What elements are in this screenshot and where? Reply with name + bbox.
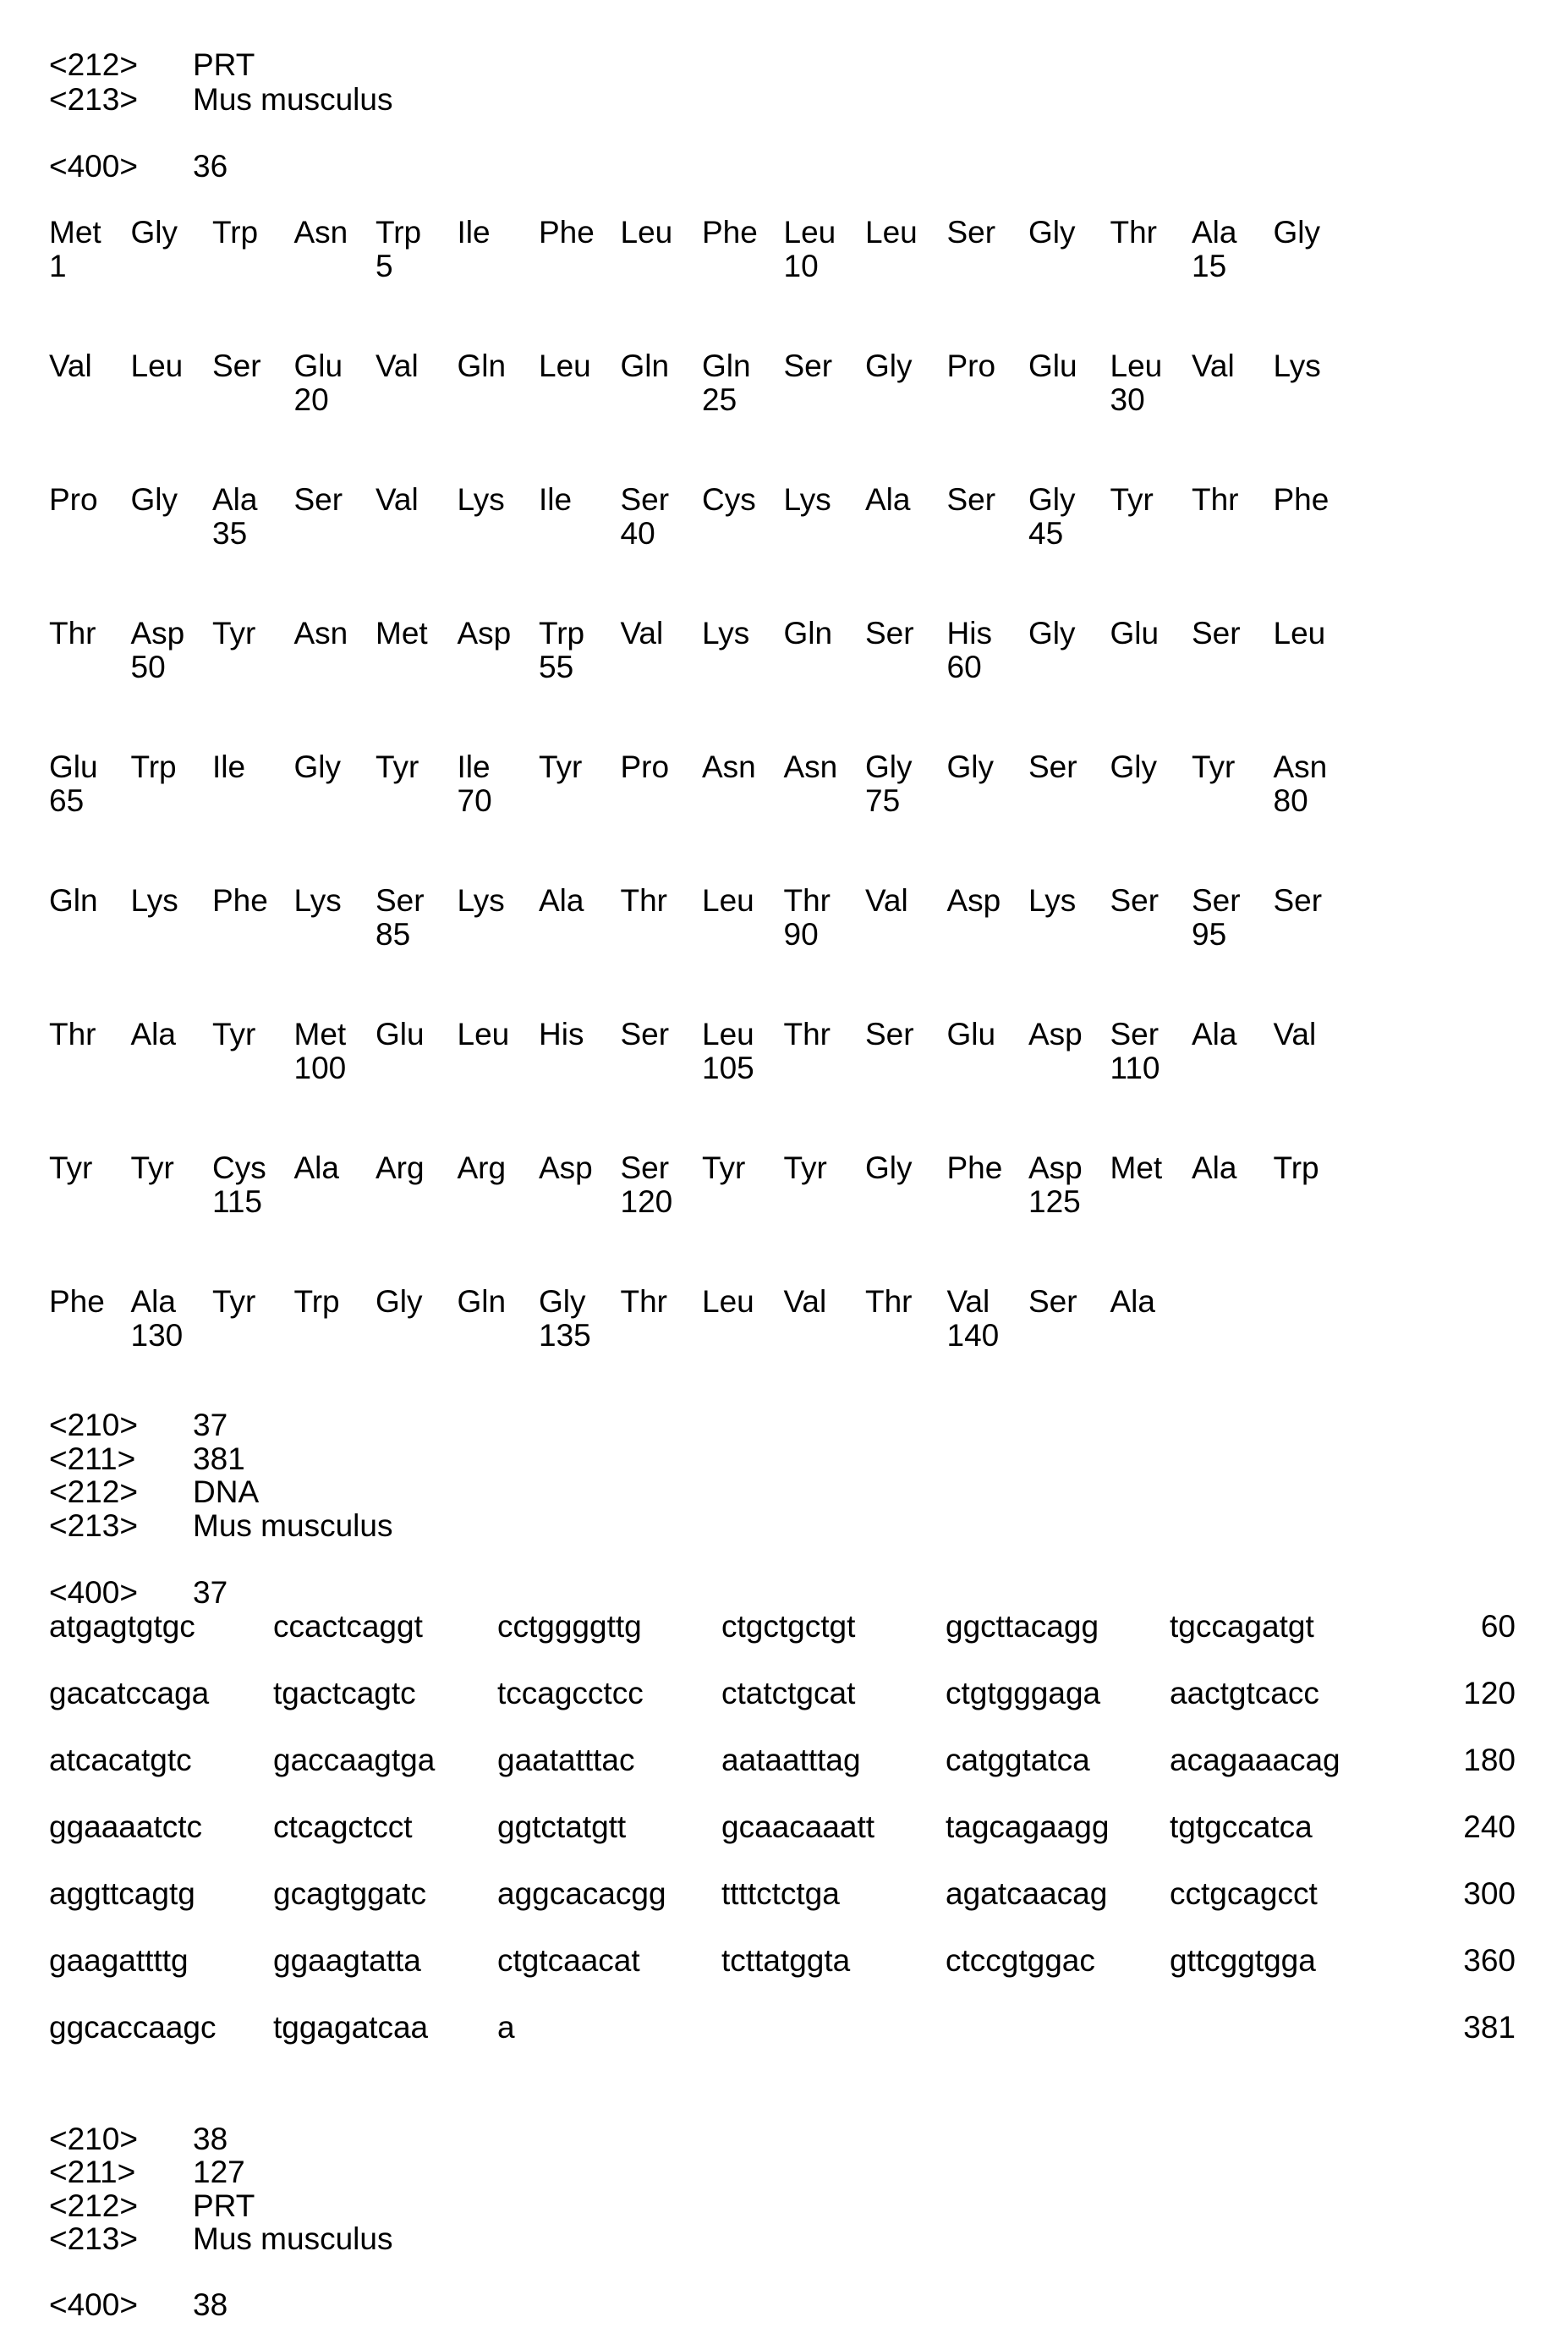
residue: Lys xyxy=(1028,885,1076,916)
residue-number: 50 xyxy=(131,651,166,683)
residue-number: 125 xyxy=(1028,1186,1081,1217)
residue: Ser xyxy=(376,885,425,916)
dna-group: tcttatggta xyxy=(721,1945,850,1976)
residue: Ser xyxy=(621,484,670,515)
residue: Gln xyxy=(49,885,98,916)
residue-number: 135 xyxy=(539,1320,591,1351)
dna-group: ggtctatgtt xyxy=(497,1811,626,1842)
field-value: 381 xyxy=(193,1443,245,1474)
field-value: DNA xyxy=(193,1476,259,1507)
residue: Tyr xyxy=(1110,484,1154,515)
residue: His xyxy=(539,1018,584,1050)
residue: Trp xyxy=(294,1286,340,1317)
residue-number: 95 xyxy=(1192,919,1226,950)
residue: Ser xyxy=(621,1152,670,1183)
dna-group: a xyxy=(497,2012,515,2043)
residue: Ala xyxy=(131,1018,176,1050)
residue: Ala xyxy=(294,1152,339,1183)
dna-group: ctgtgggaga xyxy=(946,1677,1100,1709)
dna-group: cctgcagcct xyxy=(1170,1878,1318,1909)
residue: Leu xyxy=(865,217,918,248)
residue: Leu xyxy=(1274,618,1326,649)
field-tag: <400> xyxy=(49,1577,138,1608)
residue: Tyr xyxy=(784,1152,827,1183)
residue: Ser xyxy=(947,484,996,515)
dna-group: atgagtgtgc xyxy=(49,1611,195,1642)
field-tag: <210> xyxy=(49,2123,138,2155)
dna-group: ctcagctcct xyxy=(273,1811,413,1842)
dna-group: tagcagaagg xyxy=(946,1811,1109,1842)
residue: Thr xyxy=(865,1286,913,1317)
dna-group: ctccgtggac xyxy=(946,1945,1095,1976)
residue: Ser xyxy=(621,1018,670,1050)
residue: Tyr xyxy=(702,1152,745,1183)
residue: Thr xyxy=(49,1018,96,1050)
residue: Leu xyxy=(539,350,591,382)
field-value: Mus musculus xyxy=(193,1510,392,1541)
residue: Arg xyxy=(376,1152,425,1183)
residue-number: 1 xyxy=(49,250,67,282)
dna-group: aactgtcacc xyxy=(1170,1677,1319,1709)
residue-number: 20 xyxy=(294,384,329,415)
residue: Tyr xyxy=(539,751,582,782)
residue: Phe xyxy=(702,217,758,248)
residue: Asp xyxy=(539,1152,593,1183)
residue: Pro xyxy=(621,751,670,782)
residue: Glu xyxy=(49,751,98,782)
dna-group: tgactcagtc xyxy=(273,1677,416,1709)
residue: Asn xyxy=(294,618,348,649)
field-value: 36 xyxy=(193,151,228,182)
dna-group: tgtgccatca xyxy=(1170,1811,1313,1842)
residue: Gly xyxy=(131,484,178,515)
residue: Gly xyxy=(1028,217,1076,248)
residue: Tyr xyxy=(49,1152,92,1183)
residue: Lys xyxy=(458,484,505,515)
dna-group: atcacatgtc xyxy=(49,1744,192,1776)
residue: Glu xyxy=(376,1018,425,1050)
residue: Ser xyxy=(1028,1286,1077,1317)
residue: His xyxy=(947,618,992,649)
residue: Arg xyxy=(458,1152,507,1183)
residue: Leu xyxy=(621,217,673,248)
residue-number: 70 xyxy=(458,785,492,816)
residue: Ala xyxy=(865,484,910,515)
residue: Gly xyxy=(865,751,913,782)
residue: Gly xyxy=(1110,751,1158,782)
residue-number: 45 xyxy=(1028,518,1063,549)
residue: Phe xyxy=(947,1152,1003,1183)
dna-group: agatcaacag xyxy=(946,1878,1107,1909)
residue: Ala xyxy=(212,484,257,515)
field-value: PRT xyxy=(193,2190,255,2221)
field-tag: <211> xyxy=(49,2156,135,2188)
residue: Val xyxy=(376,484,419,515)
field-tag: <400> xyxy=(49,2289,138,2320)
residue: Asn xyxy=(294,217,348,248)
residue: Thr xyxy=(621,1286,668,1317)
residue: Gly xyxy=(865,1152,913,1183)
residue: Ile xyxy=(458,217,491,248)
residue: Ala xyxy=(1192,217,1236,248)
residue: Gln xyxy=(458,350,507,382)
dna-group: tccagcctcc xyxy=(497,1677,644,1709)
dna-group: ggcttacagg xyxy=(946,1611,1099,1642)
residue: Met xyxy=(1110,1152,1163,1183)
residue: Thr xyxy=(1110,217,1158,248)
dna-group: gacatccaga xyxy=(49,1677,209,1709)
residue: Thr xyxy=(784,1018,831,1050)
residue: Trp xyxy=(212,217,258,248)
residue: Ser xyxy=(784,350,833,382)
residue: Ser xyxy=(294,484,343,515)
residue: Trp xyxy=(376,217,421,248)
residue: Lys xyxy=(131,885,178,916)
field-value: 37 xyxy=(193,1577,228,1608)
residue-number: 85 xyxy=(376,919,410,950)
position-number: 240 xyxy=(1414,1811,1516,1842)
dna-group: ggaaaatctc xyxy=(49,1811,202,1842)
position-number: 300 xyxy=(1414,1878,1516,1909)
residue-number: 5 xyxy=(376,250,393,282)
residue: Asn xyxy=(702,751,756,782)
residue: Ala xyxy=(131,1286,176,1317)
dna-group: ctgctgctgt xyxy=(721,1611,855,1642)
residue-number: 15 xyxy=(1192,250,1226,282)
residue-number: 60 xyxy=(947,651,982,683)
residue-number: 30 xyxy=(1110,384,1145,415)
dna-group: ttttctctga xyxy=(721,1878,840,1909)
residue: Ser xyxy=(1028,751,1077,782)
residue: Trp xyxy=(539,618,584,649)
residue: Thr xyxy=(49,618,96,649)
residue: Ile xyxy=(212,751,245,782)
residue: Trp xyxy=(1274,1152,1319,1183)
residue: Asp xyxy=(1028,1018,1083,1050)
residue: Lys xyxy=(702,618,749,649)
residue: Leu xyxy=(1110,350,1163,382)
residue: Tyr xyxy=(212,618,255,649)
residue: Ile xyxy=(458,751,491,782)
residue: Gln xyxy=(702,350,751,382)
residue: Tyr xyxy=(212,1018,255,1050)
residue: Val xyxy=(376,350,419,382)
residue-number: 55 xyxy=(539,651,573,683)
residue: Cys xyxy=(702,484,756,515)
residue: Lys xyxy=(784,484,831,515)
residue: Tyr xyxy=(376,751,419,782)
position-number: 180 xyxy=(1414,1744,1516,1776)
residue: Gly xyxy=(1028,618,1076,649)
residue-number: 140 xyxy=(947,1320,1000,1351)
residue: Lys xyxy=(458,885,505,916)
residue: Leu xyxy=(458,1018,510,1050)
residue: Gln xyxy=(458,1286,507,1317)
residue: Lys xyxy=(1274,350,1321,382)
residue: Val xyxy=(1274,1018,1317,1050)
field-tag: <210> xyxy=(49,1409,138,1441)
field-value: 38 xyxy=(193,2289,228,2320)
dna-group: acagaaacag xyxy=(1170,1744,1340,1776)
residue: Ala xyxy=(1192,1018,1236,1050)
residue: Ser xyxy=(865,1018,914,1050)
field-value: 127 xyxy=(193,2156,245,2188)
dna-group: ctgtcaacat xyxy=(497,1945,640,1976)
residue-number: 75 xyxy=(865,785,900,816)
field-tag: <212> xyxy=(49,2190,138,2221)
residue: Ala xyxy=(1192,1152,1236,1183)
residue-number: 130 xyxy=(131,1320,184,1351)
residue-number: 25 xyxy=(702,384,737,415)
residue: Asn xyxy=(784,751,838,782)
residue: Met xyxy=(376,618,428,649)
residue: Cys xyxy=(212,1152,266,1183)
residue: Met xyxy=(49,217,101,248)
residue: Asp xyxy=(131,618,185,649)
residue: Tyr xyxy=(1192,751,1235,782)
residue: Asp xyxy=(458,618,512,649)
field-tag: <211> xyxy=(49,1443,135,1474)
residue-number: 10 xyxy=(784,250,819,282)
dna-group: catggtatca xyxy=(946,1744,1090,1776)
residue-number: 65 xyxy=(49,785,84,816)
residue: Thr xyxy=(784,885,831,916)
residue: Gly xyxy=(294,751,342,782)
position-number: 60 xyxy=(1414,1611,1516,1642)
residue-number: 35 xyxy=(212,518,247,549)
residue: Phe xyxy=(49,1286,105,1317)
residue: Ser xyxy=(1110,885,1160,916)
residue: Val xyxy=(784,1286,827,1317)
residue: Gly xyxy=(1274,217,1321,248)
residue: Tyr xyxy=(212,1286,255,1317)
field-tag: <213> xyxy=(49,84,138,115)
field-tag: <400> xyxy=(49,151,138,182)
residue: Ser xyxy=(1110,1018,1160,1050)
residue: Glu xyxy=(1110,618,1160,649)
residue: Asn xyxy=(1274,751,1328,782)
position-number: 381 xyxy=(1414,2012,1516,2043)
residue: Ser xyxy=(947,217,996,248)
residue: Val xyxy=(621,618,664,649)
residue: Lys xyxy=(294,885,342,916)
residue: Ala xyxy=(1110,1286,1155,1317)
dna-group: tggagatcaa xyxy=(273,2012,428,2043)
field-value: 38 xyxy=(193,2123,228,2155)
field-tag: <212> xyxy=(49,49,138,80)
residue: Ser xyxy=(1192,618,1241,649)
residue: Asp xyxy=(947,885,1001,916)
dna-group: ccactcaggt xyxy=(273,1611,423,1642)
residue: Gln xyxy=(784,618,833,649)
dna-group: gcaacaaatt xyxy=(721,1811,874,1842)
residue: Val xyxy=(865,885,908,916)
residue: Ser xyxy=(1192,885,1241,916)
dna-group: gttcggtgga xyxy=(1170,1945,1316,1976)
field-value: PRT xyxy=(193,49,255,80)
residue-number: 110 xyxy=(1110,1052,1160,1084)
residue: Glu xyxy=(1028,350,1077,382)
residue-number: 115 xyxy=(212,1186,262,1217)
residue: Pro xyxy=(49,484,98,515)
residue: Glu xyxy=(947,1018,996,1050)
residue: Leu xyxy=(784,217,836,248)
residue: Trp xyxy=(131,751,177,782)
residue: Leu xyxy=(702,1286,754,1317)
position-number: 120 xyxy=(1414,1677,1516,1709)
residue: Val xyxy=(49,350,92,382)
residue: Ser xyxy=(865,618,914,649)
field-value: Mus musculus xyxy=(193,2223,392,2254)
field-value: Mus musculus xyxy=(193,84,392,115)
residue-number: 105 xyxy=(702,1052,754,1084)
position-number: 360 xyxy=(1414,1945,1516,1976)
dna-group: tgccagatgt xyxy=(1170,1611,1314,1642)
residue: Gly xyxy=(131,217,178,248)
residue: Ser xyxy=(212,350,261,382)
dna-group: ctatctgcat xyxy=(721,1677,855,1709)
residue: Val xyxy=(947,1286,990,1317)
residue: Gln xyxy=(621,350,670,382)
residue: Met xyxy=(294,1018,347,1050)
residue: Pro xyxy=(947,350,996,382)
residue: Ala xyxy=(539,885,584,916)
residue: Glu xyxy=(294,350,343,382)
residue: Val xyxy=(1192,350,1235,382)
residue: Phe xyxy=(1274,484,1330,515)
residue: Asp xyxy=(1028,1152,1083,1183)
residue-number: 100 xyxy=(294,1052,347,1084)
residue: Phe xyxy=(539,217,595,248)
residue: Ser xyxy=(1274,885,1323,916)
residue: Gly xyxy=(376,1286,423,1317)
residue: Leu xyxy=(131,350,184,382)
residue: Gly xyxy=(865,350,913,382)
dna-group: gaagattttg xyxy=(49,1945,189,1976)
residue-number: 90 xyxy=(784,919,819,950)
dna-group: gcagtggatc xyxy=(273,1878,426,1909)
residue: Tyr xyxy=(131,1152,174,1183)
dna-group: cctggggttg xyxy=(497,1611,642,1642)
residue: Gly xyxy=(539,1286,586,1317)
dna-group: aggcacacgg xyxy=(497,1878,666,1909)
residue: Thr xyxy=(621,885,668,916)
field-tag: <213> xyxy=(49,1510,138,1541)
residue: Gly xyxy=(947,751,995,782)
residue: Gly xyxy=(1028,484,1076,515)
field-tag: <212> xyxy=(49,1476,138,1507)
field-tag: <213> xyxy=(49,2223,138,2254)
residue: Leu xyxy=(702,885,754,916)
residue-number: 80 xyxy=(1274,785,1308,816)
dna-group: ggaagtatta xyxy=(273,1945,421,1976)
dna-group: aataatttag xyxy=(721,1744,861,1776)
dna-group: aggttcagtg xyxy=(49,1878,195,1909)
residue: Leu xyxy=(702,1018,754,1050)
dna-group: gaccaagtga xyxy=(273,1744,435,1776)
residue-number: 40 xyxy=(621,518,655,549)
residue-number: 120 xyxy=(621,1186,673,1217)
residue: Ile xyxy=(539,484,572,515)
dna-group: ggcaccaagc xyxy=(49,2012,216,2043)
dna-group: gaatatttac xyxy=(497,1744,635,1776)
field-value: 37 xyxy=(193,1409,228,1441)
residue: Phe xyxy=(212,885,268,916)
residue: Thr xyxy=(1192,484,1239,515)
